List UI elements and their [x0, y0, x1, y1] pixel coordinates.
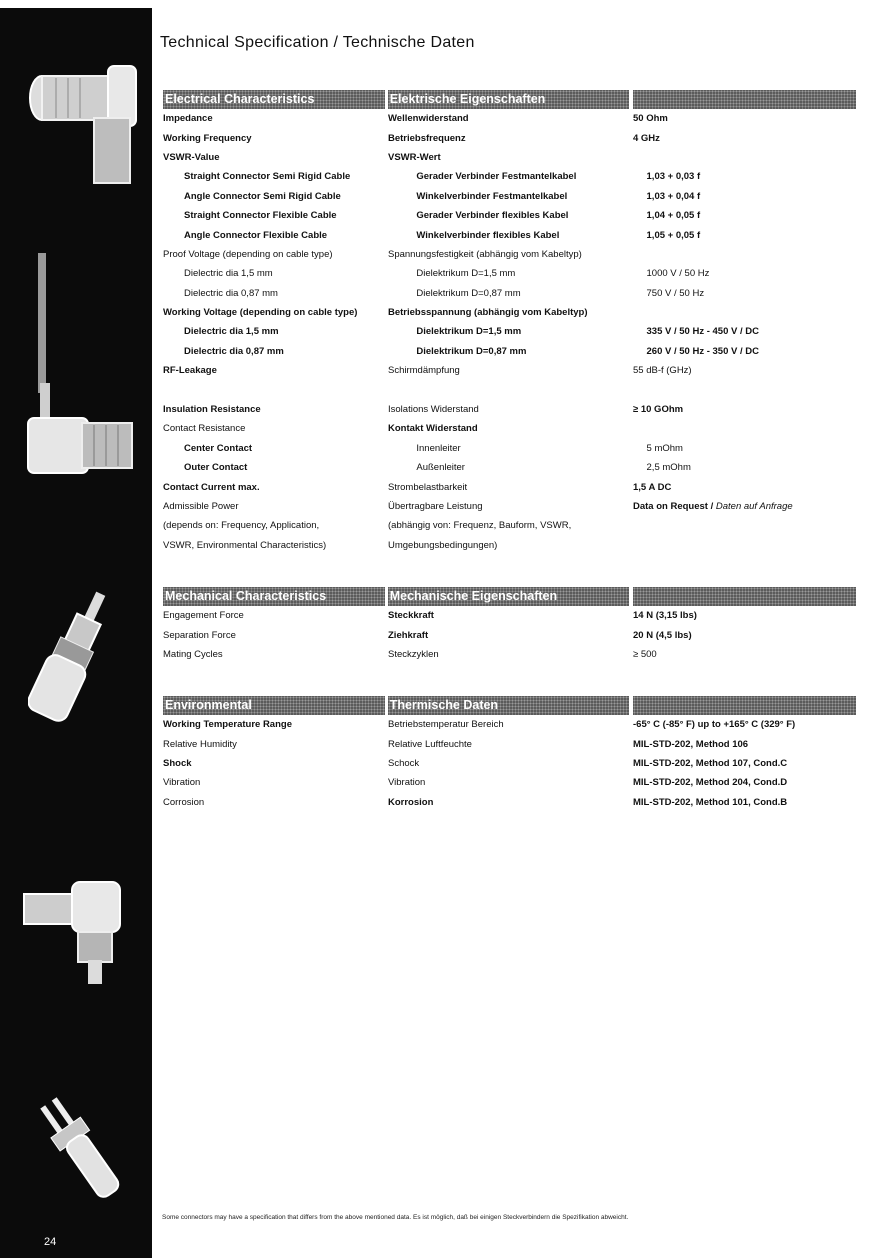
spec-label-de: Dielektrikum D=1,5 mm	[416, 326, 522, 338]
spec-label-de: Dielektrikum D=0,87 mm	[416, 287, 521, 299]
spec-value-text: Data on Request /	[633, 501, 716, 512]
spec-value	[633, 501, 856, 512]
spec-label-en: Center Contact	[184, 442, 253, 454]
spec-row	[163, 606, 856, 625]
electrical-header-en: Electrical Characteristics	[163, 90, 385, 109]
spec-value-text: -65° C (-85° F) up to +165° C (329° F)	[633, 719, 796, 731]
spec-label-en: Mating Cycles	[163, 648, 223, 660]
spec-value-text: 4 GHz	[633, 132, 660, 144]
spec-label-en: Angle Connector Flexible Cable	[184, 229, 328, 241]
spec-label-de: Wellenwiderstand	[388, 113, 469, 125]
spec-value	[633, 630, 856, 641]
spec-label-de: Ziehkraft	[388, 629, 429, 641]
spec-value-text: ≥ 500	[633, 648, 657, 660]
electrical-section	[163, 90, 856, 555]
spec-label-de: Relative Luftfeuchte	[388, 738, 472, 750]
spec-label-de: Winkelverbinder Festmantelkabel	[416, 190, 568, 202]
spec-value	[633, 482, 856, 493]
mechanical-header-value	[633, 587, 856, 606]
spec-label-en: RF-Leakage	[163, 365, 217, 377]
spec-label-en: Angle Connector Semi Rigid Cable	[184, 190, 341, 202]
spec-value-text: MIL-STD-202, Method 101, Cond.B	[633, 796, 788, 808]
spec-label-en: Engagement Force	[163, 610, 244, 622]
mechanical-section	[163, 587, 856, 664]
spec-label-en: Impedance	[163, 113, 213, 125]
spec-value-text: 1,04 + 0,05 f	[646, 210, 701, 222]
spec-label-en: Dielectric dia 0,87 mm	[184, 345, 284, 357]
spec-value-text: 1,05 + 0,05 f	[646, 229, 701, 241]
spec-label-en: Working Voltage (depending on cable type)	[163, 307, 358, 319]
spec-label-en: Dielectric dia 1,5 mm	[184, 268, 273, 280]
spec-row	[163, 715, 856, 734]
spec-label-de: Vibration	[388, 777, 426, 789]
sidebar-image-strip	[0, 8, 152, 1258]
environmental-rows	[163, 715, 856, 812]
spec-label-en: Separation Force	[163, 629, 236, 641]
spec-value	[633, 797, 856, 808]
spec-label-en: Proof Voltage (depending on cable type)	[163, 248, 333, 260]
spec-label-de: Umgebungsbedingungen)	[388, 539, 498, 551]
spec-value-text: 1,5 A DC	[633, 481, 672, 493]
spec-label-de: Dielektrikum D=1,5 mm	[416, 268, 516, 280]
spec-label-de: Betriebsfrequenz	[388, 132, 466, 144]
spec-value	[647, 443, 856, 454]
spec-row	[163, 439, 856, 458]
spec-label-de: Betriebsspannung (abhängig vom Kabeltyp)	[388, 307, 588, 319]
cable-connector-image	[22, 253, 140, 483]
spec-label-en: Vibration	[163, 777, 201, 789]
spec-label-en: Straight Connector Flexible Cable	[184, 210, 337, 222]
spec-label-de: Gerader Verbinder flexibles Kabel	[416, 210, 569, 222]
footnote: Some connectors may have a specification that differs from the above mentioned data. Es ist möglich, daß bei einigen Steckverbindern die Spezifikation abweicht.	[162, 1214, 629, 1221]
spec-label-de: Übertragbare Leistung	[388, 501, 483, 512]
spec-label-de: Außenleiter	[416, 462, 465, 474]
environmental-header	[163, 696, 856, 715]
spec-value-text: 5 mOhm	[646, 442, 683, 454]
spec-row	[163, 303, 856, 322]
spec-value-text: MIL-STD-202, Method 204, Cond.D	[633, 777, 788, 789]
spec-value-text: 2,5 mOhm	[646, 462, 691, 474]
spec-label-de: Kontakt Widerstand	[388, 423, 478, 435]
spec-value	[633, 610, 856, 621]
spec-value	[633, 365, 856, 376]
spec-label-en: Contact Resistance	[163, 423, 246, 435]
spec-value	[633, 133, 856, 144]
mechanical-header	[163, 587, 856, 606]
spec-row	[163, 645, 856, 664]
spec-value-text: 1000 V / 50 Hz	[646, 268, 710, 280]
spec-value-text: ≥ 10 GOhm	[633, 404, 684, 416]
spec-value	[633, 404, 856, 415]
spec-row	[163, 322, 856, 341]
spec-value	[647, 462, 856, 473]
spec-label-en: VSWR-Value	[163, 151, 220, 163]
spec-row	[163, 734, 856, 753]
angle-connector-image	[22, 58, 140, 188]
electrical-header	[163, 90, 856, 109]
pin-connector-image	[30, 1093, 130, 1203]
spec-value-text: 750 V / 50 Hz	[646, 287, 705, 299]
spec-row	[163, 167, 856, 186]
spec-row	[163, 793, 856, 812]
spec-row	[163, 516, 856, 535]
spec-row	[163, 284, 856, 303]
spec-value	[647, 210, 856, 221]
spec-label-en: Admissible Power	[163, 501, 239, 512]
spec-label-en: Dielectric dia 0,87 mm	[184, 287, 278, 299]
spec-label-de: Betriebstemperatur Bereich	[388, 719, 504, 731]
spec-label-en: Corrosion	[163, 796, 205, 808]
spec-label-de: Schirmdämpfung	[388, 365, 460, 377]
spec-label-de: Isolations Widerstand	[388, 404, 479, 416]
spec-label-de: VSWR-Wert	[388, 151, 441, 163]
spec-value	[647, 191, 856, 202]
environmental-section	[163, 696, 856, 812]
electrical-header-value	[633, 90, 856, 109]
spec-label-de: Winkelverbinder flexibles Kabel	[416, 229, 560, 241]
spec-label-en: Contact Current max.	[163, 481, 260, 493]
spec-value	[633, 113, 856, 124]
page-number: 24	[44, 1236, 57, 1248]
spec-row	[163, 206, 856, 225]
spec-value-text: 260 V / 50 Hz - 350 V / DC	[646, 345, 759, 357]
spec-value	[633, 649, 856, 660]
spec-value-text: 1,03 + 0,03 f	[646, 171, 701, 183]
spec-label-en: Insulation Resistance	[163, 404, 261, 416]
spec-row	[163, 477, 856, 496]
spec-row	[163, 773, 856, 792]
spec-value-text: 335 V / 50 Hz - 450 V / DC	[646, 326, 759, 338]
spec-value	[647, 288, 856, 299]
spec-value	[633, 758, 856, 769]
page-title: Technical Specification / Technische Daten	[160, 34, 475, 51]
spec-label-en: Relative Humidity	[163, 738, 237, 750]
spec-label-de: Gerader Verbinder Festmantelkabel	[416, 171, 577, 183]
mechanical-rows	[163, 606, 856, 664]
spec-label-en: Dielectric dia 1,5 mm	[184, 326, 279, 338]
spec-value-text: 20 N (4,5 lbs)	[633, 629, 692, 641]
spec-label-de: Strombelastbarkeit	[388, 481, 468, 493]
spec-row	[163, 458, 856, 477]
environmental-header-de: Thermische Daten	[388, 696, 630, 715]
electrical-header-de: Elektrische Eigenschaften	[388, 90, 630, 109]
spec-row	[163, 497, 856, 516]
spec-label-en: Straight Connector Semi Rigid Cable	[184, 171, 351, 183]
spec-value	[633, 777, 856, 788]
spec-value	[647, 326, 856, 337]
spec-label-en: Shock	[163, 757, 192, 769]
spec-row	[163, 754, 856, 773]
spec-row	[163, 380, 856, 399]
spec-label-en: VSWR, Environmental Characteristics)	[163, 539, 327, 551]
spec-label-en: (depends on: Frequency, Application,	[163, 520, 320, 532]
spec-row	[163, 128, 856, 147]
spec-value-text: 1,03 + 0,04 f	[646, 190, 701, 202]
spec-row	[163, 361, 856, 380]
spec-value	[647, 268, 856, 279]
spec-label-de: Spannungsfestigkeit (abhängig vom Kabeltyp)	[388, 248, 582, 260]
spec-value	[647, 346, 856, 357]
spec-label-de: Korrosion	[388, 796, 434, 808]
spec-row	[163, 400, 856, 419]
spec-label-de: Schock	[388, 757, 420, 769]
spec-label-de: Steckkraft	[388, 610, 434, 622]
spec-label-de: Steckzyklen	[388, 648, 439, 660]
spec-value-italic: Daten auf Anfrage	[715, 501, 793, 512]
spec-row	[163, 245, 856, 264]
spec-label-en: Outer Contact	[184, 462, 248, 474]
pcb-angle-connector-image	[22, 878, 132, 988]
electrical-rows	[163, 109, 856, 555]
spec-value-text: 55 dB-f (GHz)	[633, 365, 692, 377]
spec-value-text: MIL-STD-202, Method 106	[633, 738, 749, 750]
mechanical-header-en: Mechanical Characteristics	[163, 587, 385, 606]
environmental-header-en: Environmental	[163, 696, 385, 715]
spec-row	[163, 225, 856, 244]
spec-row	[163, 264, 856, 283]
spec-label-de: (abhängig von: Frequenz, Bauform, VSWR,	[388, 520, 572, 532]
spec-value	[647, 171, 856, 182]
spec-label-de: Innenleiter	[416, 442, 461, 454]
spec-row	[163, 148, 856, 167]
spec-value-text: MIL-STD-202, Method 107, Cond.C	[633, 757, 788, 769]
spec-value	[633, 739, 856, 750]
straight-jack-image	[28, 588, 118, 728]
mechanical-header-de: Mechanische Eigenschaften	[388, 587, 630, 606]
spec-row	[163, 536, 856, 555]
spec-label-en: Working Temperature Range	[163, 719, 292, 731]
spec-value-text: 14 N (3,15 lbs)	[633, 610, 697, 622]
spec-value-text: 50 Ohm	[633, 113, 668, 125]
spec-label-de: Dielektrikum D=0,87 mm	[416, 345, 527, 357]
spec-row	[163, 419, 856, 438]
spec-value	[647, 230, 856, 241]
spec-row	[163, 109, 856, 128]
spec-row	[163, 625, 856, 644]
spec-label-en: Working Frequency	[163, 132, 252, 144]
spec-row	[163, 342, 856, 361]
spec-row	[163, 187, 856, 206]
spec-value	[633, 719, 856, 730]
environmental-header-value	[633, 696, 856, 715]
